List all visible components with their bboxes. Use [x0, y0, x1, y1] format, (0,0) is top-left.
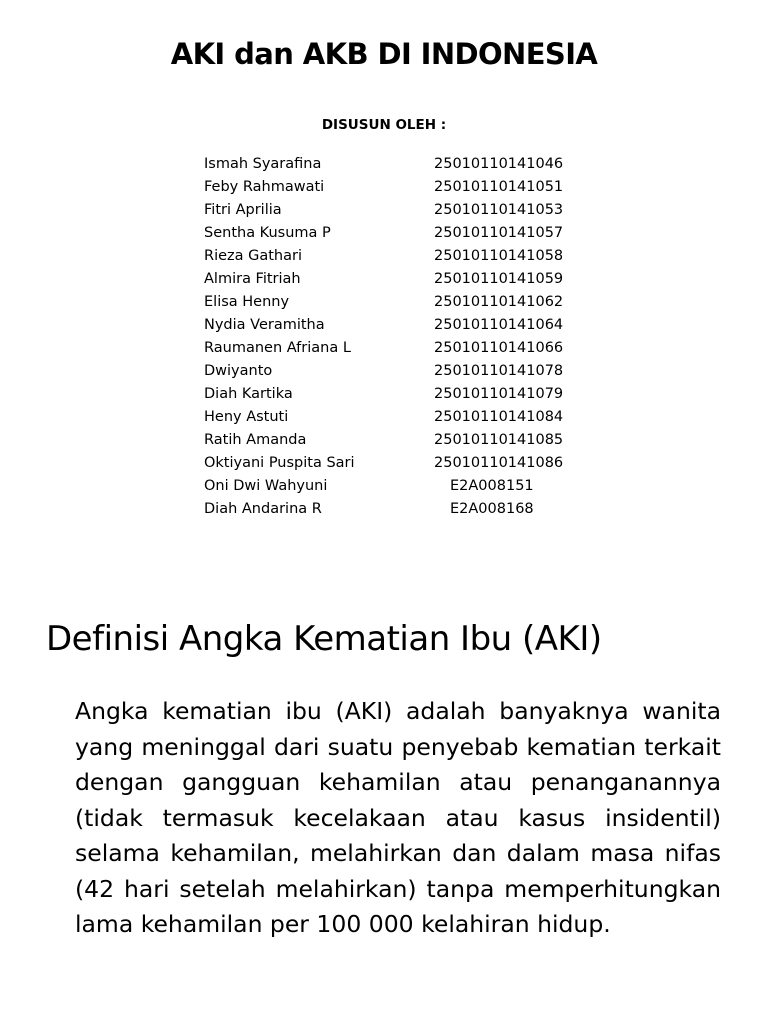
member-id: 25010110141062	[434, 294, 564, 310]
member-id: 25010110141085	[434, 432, 564, 448]
member-name: Diah Andarina R	[204, 501, 322, 517]
member-name: Fitri Aprilia	[204, 202, 282, 218]
list-item	[204, 291, 604, 314]
list-item	[204, 245, 604, 268]
member-name: Dwiyanto	[204, 363, 273, 379]
member-id: 25010110141059	[434, 271, 564, 287]
definition-paragraph: Angka kematian ibu (AKI) adalah banyaknya wanita yang meninggal dari suatu penyebab kematian terkait dengan gangguan kehamilan atau penanganannya (tidak termasuk kecelakaan atau kasus insidentil) selama kehamilan, melahirkan dan dalam masa nifas (42 hari setelah melahirkan) tanpa memperhitungkan lama kehamilan per 100 000 kelahiran hidup.	[75, 697, 721, 938]
list-item	[204, 475, 604, 498]
member-name: Oni Dwi Wahyuni	[204, 478, 328, 494]
member-name: Diah Kartika	[204, 386, 293, 402]
member-name: Oktiyani Puspita Sari	[204, 455, 355, 471]
member-id: 25010110141053	[434, 202, 564, 218]
authors-heading: DISUSUN OLEH :	[321, 117, 447, 133]
member-name: Rieza Gathari	[204, 248, 303, 264]
member-name: Sentha Kusuma P	[204, 225, 331, 241]
page-title: AKI dan AKB DI INDONESIA	[170, 37, 598, 71]
member-id: 25010110141079	[434, 386, 564, 402]
member-id: 25010110141051	[434, 179, 564, 195]
list-item	[204, 383, 604, 406]
member-id: E2A008168	[450, 501, 534, 517]
member-id: 25010110141084	[434, 409, 564, 425]
list-item	[204, 222, 604, 245]
member-id: 25010110141046	[434, 156, 564, 172]
list-item	[204, 498, 604, 521]
member-id: 25010110141078	[434, 363, 564, 379]
member-name: Ratih Amanda	[204, 432, 307, 448]
list-item	[204, 452, 604, 475]
member-id: 25010110141064	[434, 317, 564, 333]
list-item	[204, 268, 604, 291]
member-id: 25010110141086	[434, 455, 564, 471]
member-name: Heny Astuti	[204, 409, 289, 425]
list-item	[204, 406, 604, 429]
members-list	[204, 153, 604, 521]
member-name: Ismah Syarafina	[204, 156, 322, 172]
member-name: Nydia Veramitha	[204, 317, 325, 333]
member-name: Elisa Henny	[204, 294, 290, 310]
list-item	[204, 429, 604, 452]
member-name: Feby Rahmawati	[204, 179, 325, 195]
member-name: Raumanen Afriana L	[204, 340, 351, 356]
member-id: 25010110141058	[434, 248, 564, 264]
list-item	[204, 199, 604, 222]
list-item	[204, 314, 604, 337]
list-item	[204, 360, 604, 383]
list-item	[204, 337, 604, 360]
member-id: E2A008151	[450, 478, 534, 494]
section-heading: Definisi Angka Kematian Ibu (AKI)	[46, 619, 602, 659]
member-name: Almira Fitriah	[204, 271, 301, 287]
list-item	[204, 153, 604, 176]
list-item	[204, 176, 604, 199]
member-id: 25010110141057	[434, 225, 564, 241]
slide-definition	[0, 580, 768, 1024]
member-id: 25010110141066	[434, 340, 564, 356]
